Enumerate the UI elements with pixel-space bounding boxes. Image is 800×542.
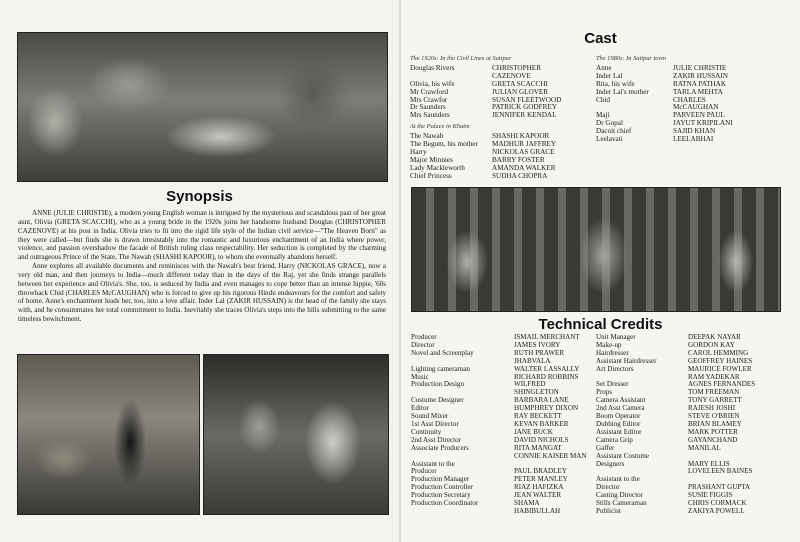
credit-role: Sound Mixer [411,412,449,421]
credit-role: Leelavati [596,135,623,144]
credit-role: Director [411,340,435,349]
credit-role: Production Manager [411,475,470,484]
credit-name: CAROL HEMMING [688,348,749,357]
credit-name: NICKOLAS GRACE [492,147,555,156]
credit-row [411,508,597,516]
credit-name: PATRICK GODFREY [492,103,558,112]
credit-role: Olivia, his wife [410,79,455,88]
credit-name: TARLA MEHTA [673,87,723,96]
credit-name: TONY GARRETT [688,396,742,405]
credit-name: BRIAN BLAMEY [688,419,742,428]
credit-role: Music [411,372,429,381]
credit-name: MARK POTTER [688,427,738,436]
credit-role [411,508,514,516]
credit-name: JHABVALA [514,356,551,365]
credit-name: RUTH PRAWER [514,348,565,357]
cast-section-label: The 1980s: In Satipur town [596,55,666,62]
credit-role: Assistant Hairdresser [596,356,657,365]
credit-role: Assistant Editor [596,427,642,436]
credit-role: Publicist [596,506,621,515]
cast-section-label: The 1920s: In the Civil Lines at Satipur [410,55,512,62]
credit-role: Dr Saunders [410,103,446,112]
credit-role: 2nd Asst Director [411,435,462,444]
credit-row [596,136,796,144]
credit-name: PRASHANT GUPTA [688,483,751,492]
credit-role: Mr Crawford [410,87,449,96]
credit-name: SUDHA CHOPRA [492,171,548,180]
credit-name: TOM FREEMAN [688,388,740,397]
credit-role: Production Design [411,380,465,389]
credit-role: Designers [596,459,625,468]
credit-name: DAVID NICHOLS [514,435,569,444]
credit-role: Dr Gopal [596,119,623,128]
credit-name: RITA MANGAT [514,443,562,452]
credit-role: Unit Manager [596,333,636,341]
credit-name: RIAZ HAFIZKA [514,483,564,492]
credit-role: Director [596,483,620,492]
credit-name: DEEPAK NAYAR [688,333,741,341]
credit-role: Rita, his wife [596,79,635,88]
credit-role: Art Directors [596,364,634,373]
portrait-scene-photo [203,354,389,515]
credit-name: CAZENOVE [492,71,531,80]
synopsis-text [18,209,386,324]
credit-row [410,173,590,181]
cast-column-1920s [410,54,590,181]
credit-row [411,350,597,358]
credit-row [411,461,597,469]
palace-interior-photo [17,354,200,515]
credit-name: SAJID KHAN [673,127,716,136]
credit-name: RAM YADEKAR [688,372,740,381]
credit-name: CHRIS CORMACK [688,499,747,508]
credits-column-2 [596,334,796,516]
left-page [0,0,399,542]
credit-role: Dubbing Editor [596,419,641,428]
credit-row [410,112,590,120]
credit-role: Assistant Costume [596,451,650,460]
credit-name: JANE BUCK [514,427,553,436]
credit-role: Lighting cameraman [411,364,470,373]
credit-name: HUMPHREY DIXON [514,404,579,413]
credit-role: Hairdresser [596,348,629,357]
credit-role: Costume Designer [411,396,464,405]
credit-role: Anne [596,63,612,72]
credit-name: CONNIE KAISER MAN [514,451,587,460]
credit-role: Assistant to the [411,459,455,468]
credit-role: Producer [411,467,437,476]
credit-name: SHAMA [514,499,540,508]
credit-role: Gaffer [596,443,615,452]
credit-role: Douglas Rivers [410,63,455,72]
credit-role: Major Minnies [410,155,453,164]
credit-role: Make-up [596,340,622,349]
credit-name: HABIBULLAH [514,506,561,515]
credit-role: Dacoit chief [596,127,632,136]
credit-role: Stills Cameraman [596,499,647,508]
credit-name: ISMAIL MERCHANT [514,333,580,341]
credit-name: MAURICE FOWLER [688,364,752,373]
credit-role: Production Secretary [411,491,471,500]
credit-name: SHINGLETON [514,388,559,397]
credit-name: GORDON KAY [688,340,735,349]
credit-name: SHASHI KAPOOR [492,132,550,141]
technical-credits-title: Technical Credits [538,316,663,333]
credit-name: PAUL BRADLEY [514,467,567,476]
credit-name: WILFRED [514,380,546,389]
credit-role: Casting Director [596,491,644,500]
crowd-photo [411,187,781,312]
credit-name: GEOFFREY HAINES [688,356,753,365]
credit-name: JULIE CHRISTIE [673,63,727,72]
credit-name: BARBARA LANE [514,396,569,405]
credit-role: Camera Grip [596,435,633,444]
credit-role: Inder Lal [596,71,623,80]
credit-name: JEAN WALTER [514,491,562,500]
credit-role: Producer [411,333,437,341]
credit-name: McCAUGHAN [673,103,719,112]
credit-name: MANILAL [688,443,721,452]
synopsis-paragraph: Anne explores all available documents and reminisces with the Nawab's best friend, Harry (NICKOLAS GRACE), now a very old man, and then journeys to India—much different today than in the days of the Raj, yet she finds strange parallels between her experience and Olivia's. She, too, is seduced by India and even manages to cope better than an intense hippie, '60s throwback Chid (CHARLES McCAUGHAN) who is forced to give up his rigorous Hindu endeavours for the comfort and safety of home. Anne's enchantment leads her, too, into a love affair. Inder Lal (ZAKIR HUSSAIN) is the head of the family she stays with, and he consummates her total commitment to India. Inevitably she traces Olivia's steps into the hills submitting to the same timeless bewitchment. [18,262,386,324]
credit-name: RAJESH JOSHI [688,404,736,413]
credit-role: Associate Producers [411,443,469,452]
credit-role: Boom Operator [596,412,641,421]
credit-name: GRETA SCACCHI [492,79,548,88]
synopsis-title: Synopsis [166,188,233,205]
credit-role: Novel and Screenplay [411,348,474,357]
credit-role: Assistant to the [596,475,640,484]
credit-name: GAYANCHAND [688,435,738,444]
credit-row [411,500,597,508]
credits-column-1 [411,334,597,516]
credit-row [411,381,597,389]
cast-column-1980s [596,54,796,144]
credit-role: The Nawab [410,132,444,141]
credit-name: CHRISTOPHER [492,63,541,72]
credit-role: Inder Lal's mother [596,87,649,96]
credit-name: LEELABHAI [673,135,714,144]
credit-role: Mrs Crawfor [410,95,448,104]
credit-name: ZAKIR HUSSAIN [673,71,728,80]
credit-role: 2nd Asst Camera [596,404,645,413]
credit-role: The Begum, his mother [410,140,478,149]
credit-name: SUSIE FIGGIS [688,491,733,500]
credit-role: Chief Princess [410,171,452,180]
credit-name: LOVELEEN BAINES [688,467,753,476]
credit-role: Set Dresser [596,380,629,389]
credit-role: Chid [596,95,610,104]
credit-name: MARY ELLIS [688,459,730,468]
credit-name: SUSAN FLEETWOOD [492,95,562,104]
credit-role: Lady Mackleworth [410,163,465,172]
credit-row [596,508,796,516]
credit-name: PETER MANLEY [514,475,568,484]
credit-role: Props [596,388,613,397]
credit-role: Harry [410,147,427,156]
cast-section-label: At the Palace in Khatm [410,123,470,131]
credit-name: CHARLES [673,95,706,104]
credit-role: Maji [596,111,610,120]
credit-name: JAMES IVORY [514,340,561,349]
credit-name: PARVEEN PAUL [673,111,725,120]
credit-name: WALTER LASSALLY [514,364,580,373]
banquet-photo [17,32,388,182]
credit-role: Production Coordinator [411,499,479,508]
credit-name: MADHUR JAFFREY [492,140,557,149]
credit-name: RATNA PATHAK [673,79,727,88]
credit-name: JAYUT KRIPILANI [673,119,733,128]
credit-name: STEVE O'BRIEN [688,412,740,421]
credit-role: Mrs Saunders [410,111,450,120]
credit-name: BARRY FOSTER [492,155,545,164]
credit-name: JENNIFER KENDAL [492,111,557,120]
credit-name: ZAKIYA POWELL [688,506,745,515]
credit-name: JULIAN GLOVER [492,87,549,96]
credit-role: Camera Assistant [596,396,646,405]
credit-row [411,334,597,342]
credit-name: RAY BECKETT [514,412,562,421]
credit-name: RICHARD ROBBINS [514,372,579,381]
cast-title: Cast [584,30,617,47]
credit-name: AMANDA WALKER [492,163,556,172]
credit-role: 1st Asst Director [411,419,459,428]
credit-name: AGNES FERNANDES [688,380,756,389]
credit-role: Production Controller [411,483,474,492]
credit-role: Editor [411,404,429,413]
synopsis-paragraph: ANNE (JULIE CHRISTIE), a modern young English woman is intrigued by the mysterious and scandalous past of her great aunt, Olivia (GRETA SCACCHI), who as a young bride in the 1920s joins her handsome husband Douglas (CHRISTOPHER CAZENOVE) at his post in India. Olivia tries to fit into the rigid life style of the Indian civil service—"The Heaven Born" as they were called—but finds she is drawn irresistably into the romantic and luxurious enchantment of an India where power, violence, and passion overshadow the facade of British ruling class respectability. Her seduction is completed by the charming and outrageous Prince of the State, The Nawab (SHASHI KAPOOR), to whom she eventually abandons herself. [18,209,386,262]
credit-name: KEVAN BARKER [514,419,569,428]
credit-role: Continuity [411,427,442,436]
